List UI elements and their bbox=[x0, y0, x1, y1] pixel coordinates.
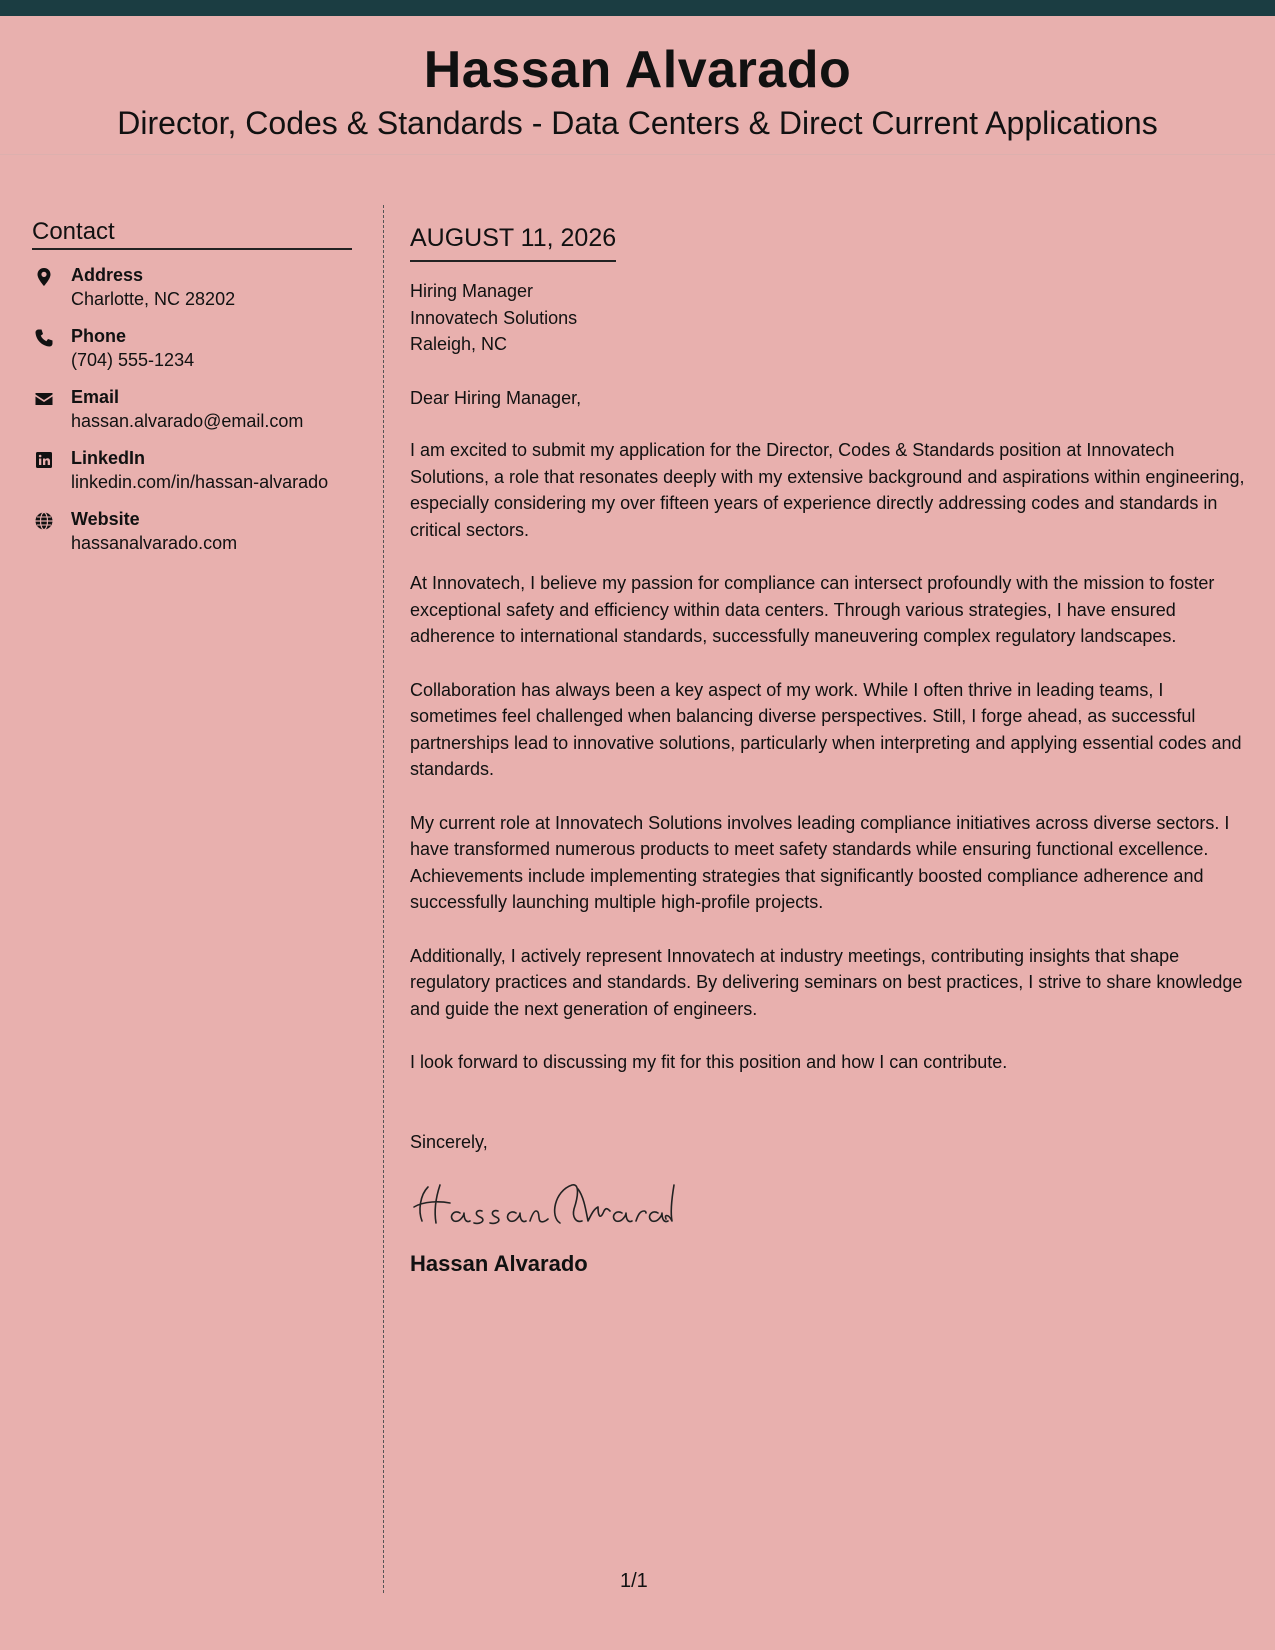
contact-item-address bbox=[32, 264, 352, 312]
phone-icon bbox=[34, 328, 54, 348]
recipient-line: Innovatech Solutions bbox=[410, 307, 578, 328]
map-pin-icon bbox=[34, 267, 54, 287]
body-paragraph: I look forward to discussing my fit for this position and how I can contribute. bbox=[410, 1052, 1008, 1072]
contact-label: Phone bbox=[71, 326, 127, 346]
envelope-icon bbox=[34, 389, 54, 409]
contact-value: hassanalvarado.com bbox=[71, 533, 238, 553]
job-title: Director, Codes & Standards - Data Centers & Direct Current Applications bbox=[117, 105, 1158, 141]
contact-sidebar bbox=[32, 218, 352, 569]
salutation: Dear Hiring Manager, bbox=[410, 387, 582, 408]
contact-value: linkedin.com/in/hassan-alvarado bbox=[71, 472, 329, 492]
signer-name: Hassan Alvarado bbox=[410, 1251, 588, 1276]
body-paragraph: My current role at Innovatech Solutions involves leading compliance initiatives across diverse sectors. I have transformed numerous products to meet safety standards while ensuring functional excellence. Achievements include implementing strategies that significantly boosted compliance adherence and successfully launching multiple high-profile projects. bbox=[410, 812, 1230, 912]
contact-item-linkedin bbox=[32, 447, 352, 495]
handwritten-signature bbox=[410, 1177, 1250, 1237]
contact-value: (704) 555-1234 bbox=[71, 350, 195, 370]
linkedin-icon bbox=[34, 450, 54, 470]
header bbox=[0, 16, 1275, 155]
recipient-line: Raleigh, NC bbox=[410, 334, 508, 354]
contact-label: Email bbox=[71, 387, 120, 407]
letter-body bbox=[410, 222, 1250, 1278]
contact-item-website bbox=[32, 508, 352, 556]
body-paragraph: At Innovatech, I believe my passion for compliance can intersect profoundly with the mission to foster exceptional safety and efficiency within data centers. Through various strategies, I have ensured adherence to international standards, successfully maneuvering complex regulatory landscapes. bbox=[410, 573, 1215, 646]
recipient-line: Hiring Manager bbox=[410, 281, 534, 301]
contact-item-email bbox=[32, 386, 352, 434]
body-paragraph: Additionally, I actively represent Innovatech at industry meetings, contributing insights that shape regulatory practices and standards. By delivering seminars on best practices, I strive to share knowledge and guide the next generation of engineers. bbox=[410, 945, 1243, 1019]
page-number: 1/1 bbox=[620, 1570, 648, 1592]
contact-label: Address bbox=[71, 265, 144, 285]
recipient-block bbox=[410, 278, 1250, 358]
body-paragraph: Collaboration has always been a key aspect of my work. While I often thrive in leading teams, I sometimes feel challenged when balancing diverse perspectives. Still, I forge ahead, as successful partnerships lead to innovative solutions, particularly when interpreting and applying essential codes and standards. bbox=[410, 679, 1242, 779]
top-accent-bar bbox=[0, 0, 1275, 16]
closing: Sincerely, bbox=[410, 1131, 488, 1152]
body-paragraph: I am excited to submit my application for the Director, Codes & Standards position at Innovatech Solutions, a role that resonates deeply with my extensive background and aspirations within engineering, especially considering my over fifteen years of experience directly addressing codes and standards in critical sectors. bbox=[410, 440, 1245, 540]
applicant-name: Hassan Alvarado bbox=[423, 41, 852, 99]
contact-value: hassan.alvarado@email.com bbox=[71, 411, 304, 431]
contact-item-phone bbox=[32, 325, 352, 373]
letter-date: AUGUST 11, 2026 bbox=[410, 222, 616, 262]
contact-value: Charlotte, NC 28202 bbox=[71, 289, 236, 309]
globe-icon bbox=[34, 511, 54, 531]
contact-label: LinkedIn bbox=[71, 448, 146, 468]
contact-heading: Contact bbox=[32, 218, 352, 250]
column-divider bbox=[383, 205, 384, 1593]
contact-label: Website bbox=[71, 509, 140, 529]
